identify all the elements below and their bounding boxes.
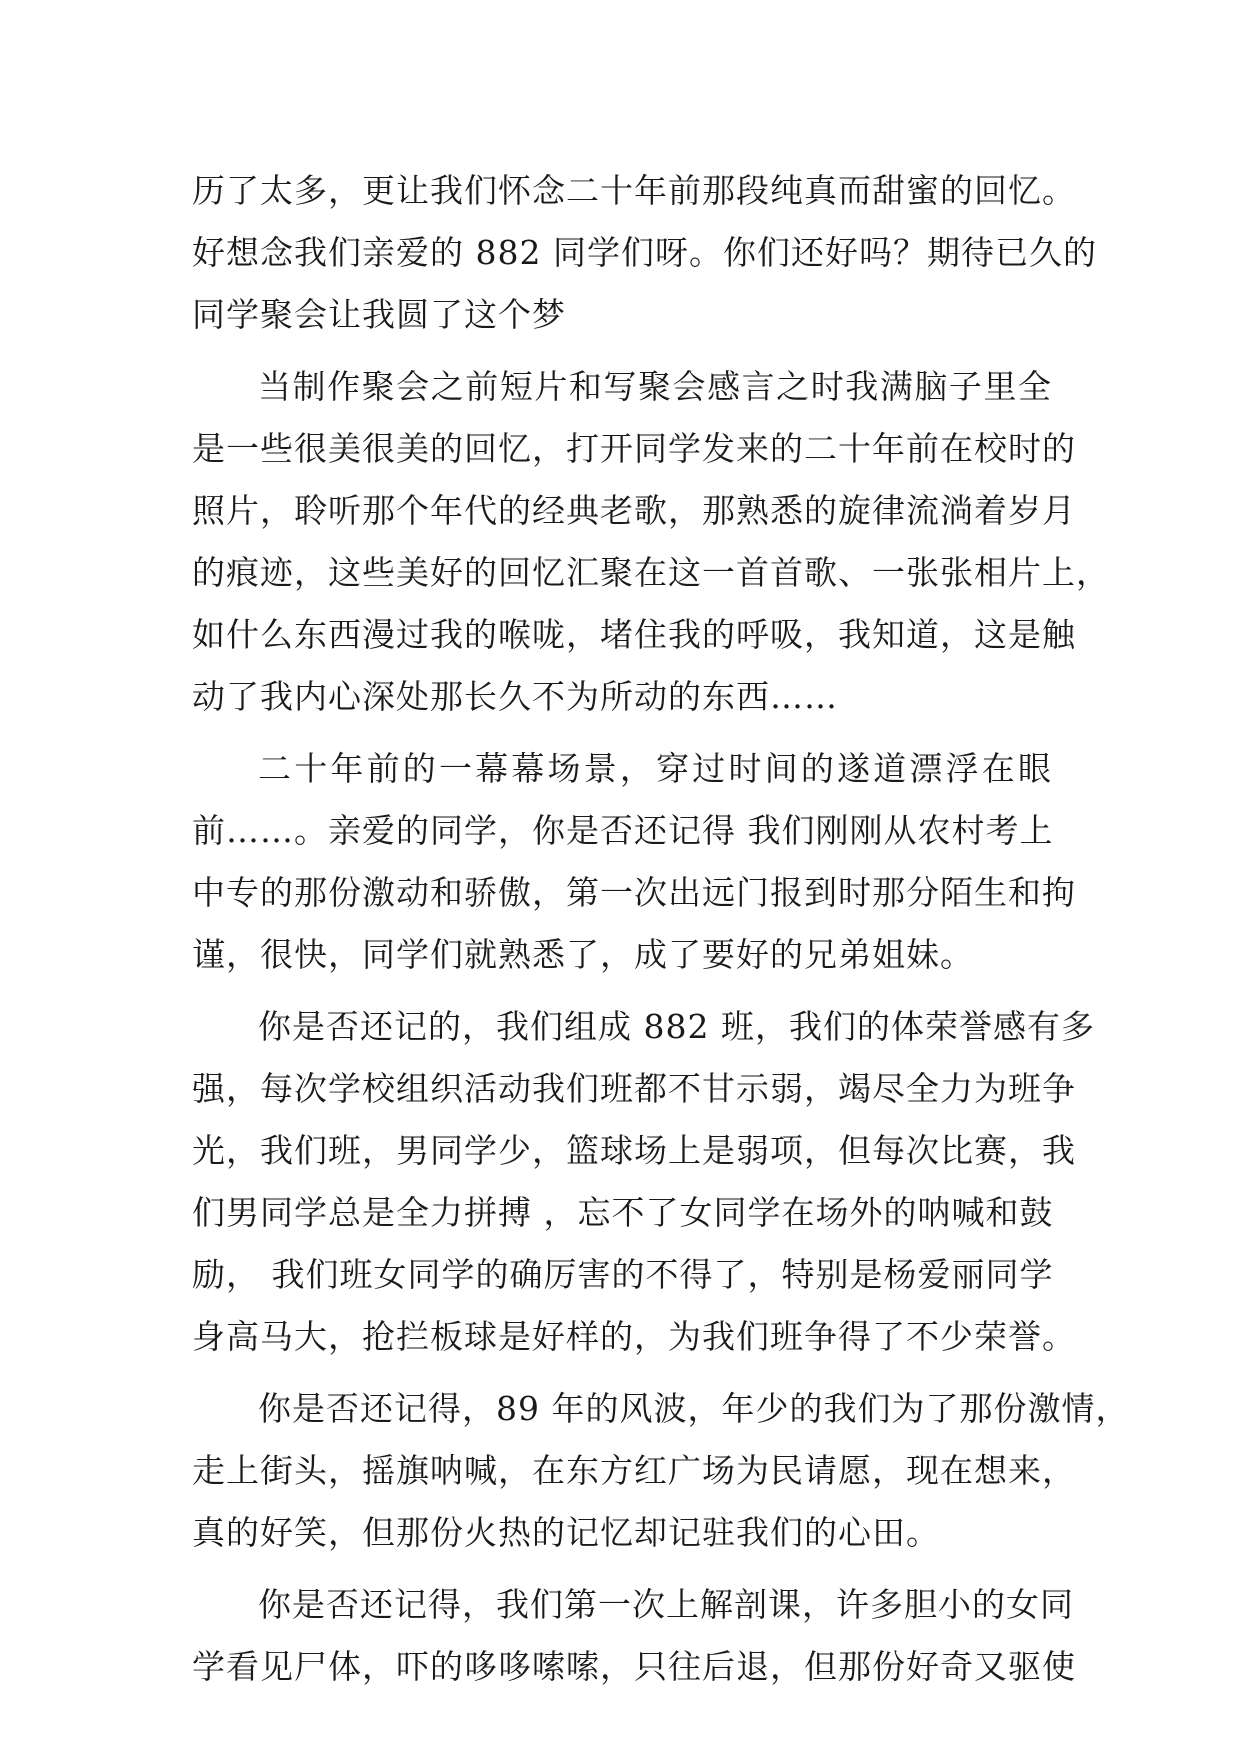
text-line: 身高马大，抢拦板球是好样的，为我们班争得了不少荣誉。: [192, 1317, 1076, 1356]
text-line: 照片，聆听那个年代的经典老歌，那熟悉的旋律流淌着岁月: [192, 491, 1076, 530]
text-line: 的痕迹，这些美好的回忆汇聚在这一首首歌、一张张相片上，: [192, 553, 1110, 592]
text-line: 谨，很快，同学们就熟悉了，成了要好的兄弟姐妹。: [192, 935, 974, 974]
paragraph: [192, 996, 1095, 1368]
text-line: 是一些很美很美的回忆，打开同学发来的二十年前在校时的: [192, 429, 1076, 468]
text-line: 你是否还记得，89 年的风波，年少的我们为了那份激情，: [258, 1389, 1130, 1428]
document-body: [192, 160, 1130, 1698]
text-line: 你是否还记得，我们第一次上解剖课，许多胆小的女同: [258, 1585, 1074, 1624]
text-line: 真的好笑，但那份火热的记忆却记驻我们的心田。: [192, 1513, 940, 1552]
text-line: 走上街头，摇旗呐喊，在东方红广场为民请愿，现在想来，: [192, 1451, 1076, 1490]
paragraph: [192, 738, 1076, 986]
paragraph: [192, 1378, 1130, 1564]
text-line: 励， 我们班女同学的确厉害的不得了，特别是杨爱丽同学: [192, 1255, 1054, 1294]
text-line: 二十年前的一幕幕场景，穿过时间的遂道漂浮在眼: [258, 749, 1052, 788]
paragraph: [192, 160, 1097, 346]
text-line: 好想念我们亲爱的 882 同学们呀。你们还好吗？期待已久的: [192, 233, 1097, 272]
text-line: 同学聚会让我圆了这个梦: [192, 295, 566, 334]
text-line: 学看见尸体，吓的哆哆嗦嗦，只往后退，但那份好奇又驱使: [192, 1647, 1076, 1686]
paragraph: [192, 356, 1110, 728]
text-line: 强，每次学校组织活动我们班都不甘示弱，竭尽全力为班争: [192, 1069, 1076, 1108]
text-line: 前……。亲爱的同学，你是否还记得 我们刚刚从农村考上: [192, 811, 1054, 850]
text-line: 历了太多，更让我们怀念二十年前那段纯真而甜蜜的回忆。: [192, 171, 1076, 210]
text-line: 如什么东西漫过我的喉咙，堵住我的呼吸，我知道，这是触: [192, 615, 1076, 654]
text-line: 们男同学总是全力拼搏 ，忘不了女同学在场外的呐喊和鼓: [192, 1193, 1054, 1232]
text-line: 当制作聚会之前短片和写聚会感言之时我满脑子里全: [258, 367, 1052, 406]
text-line: 中专的那份激动和骄傲，第一次出远门报到时那分陌生和拘: [192, 873, 1076, 912]
text-line: 你是否还记的，我们组成 882 班，我们的体荣誉感有多: [258, 1007, 1095, 1046]
text-line: 光，我们班，男同学少，篮球场上是弱项，但每次比赛，我: [192, 1131, 1076, 1170]
text-line: 动了我内心深处那长久不为所动的东西……: [192, 677, 838, 716]
paragraph: [192, 1574, 1076, 1698]
